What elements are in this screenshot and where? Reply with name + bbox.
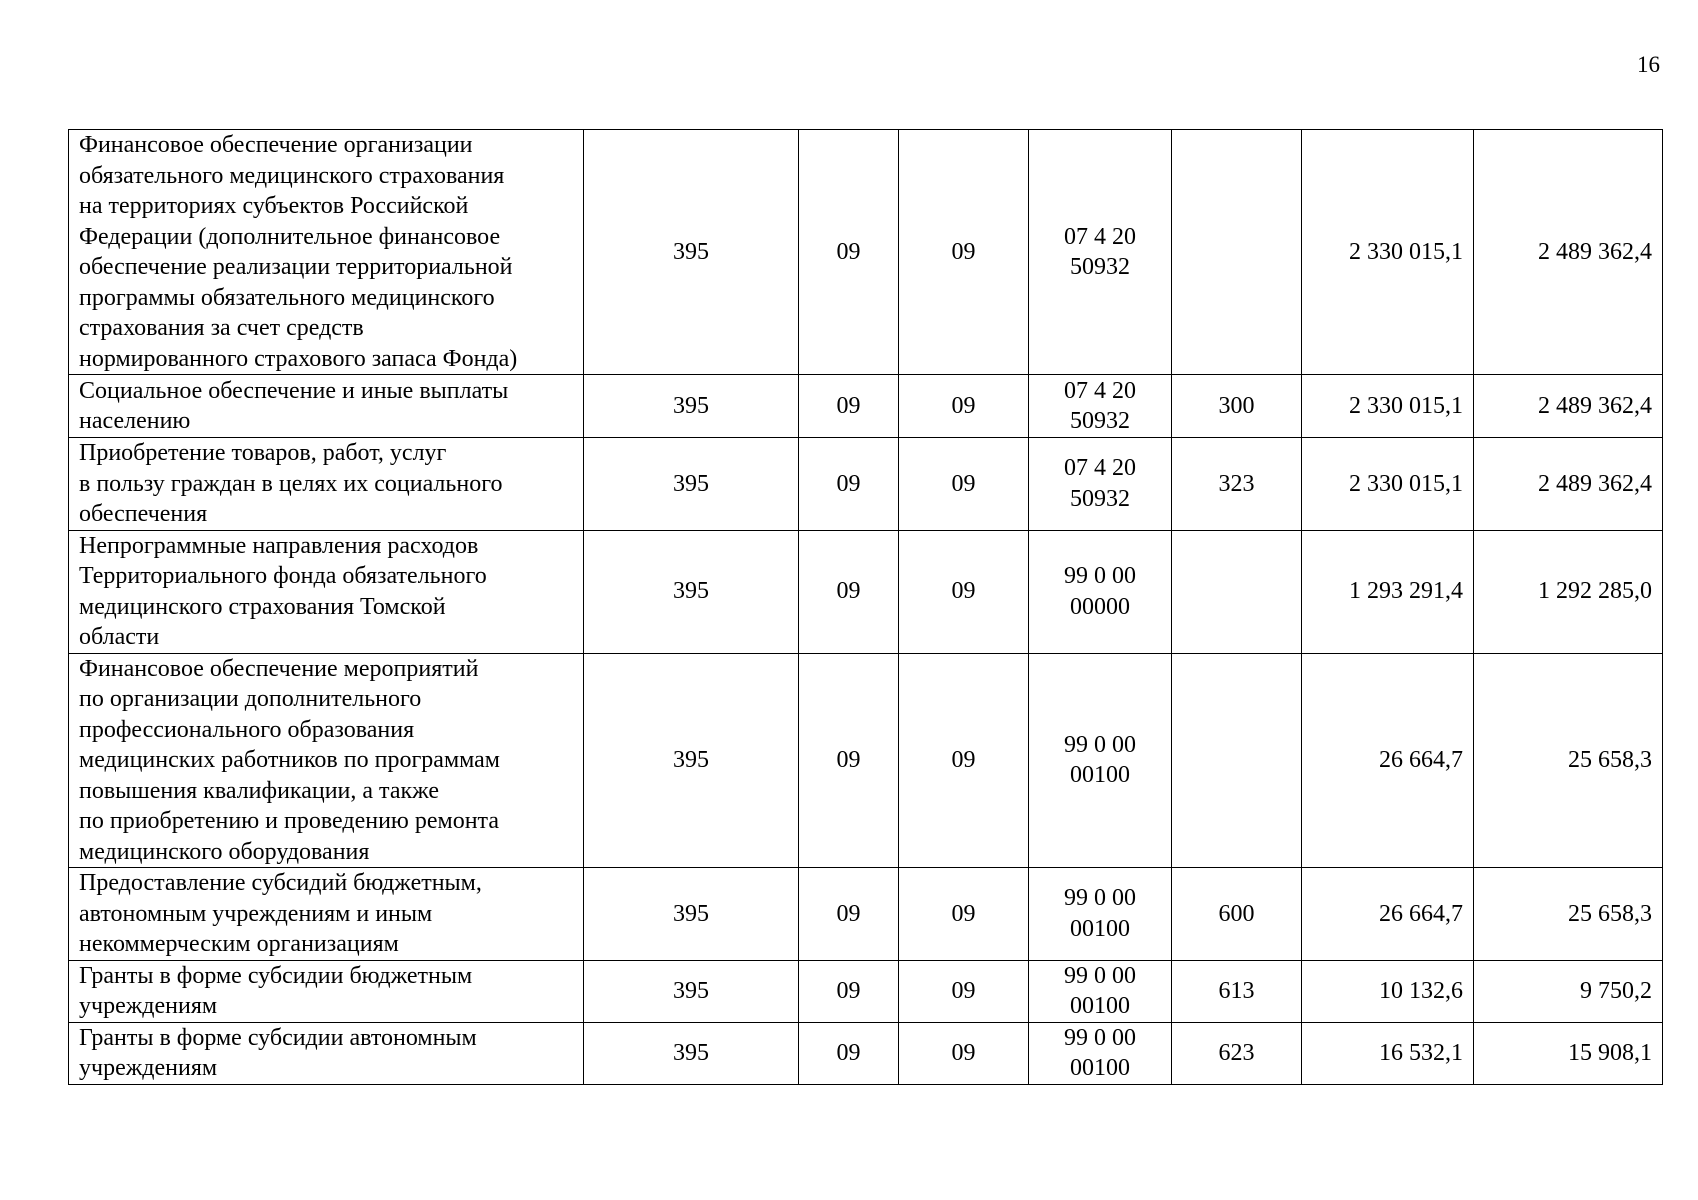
expense-type-cell: 623 xyxy=(1172,1022,1302,1084)
sum-year2-cell: 2 489 362,4 xyxy=(1474,438,1663,531)
sum-year2-cell: 9 750,2 xyxy=(1474,960,1663,1022)
grbs-cell: 395 xyxy=(584,653,799,868)
grbs-cell: 395 xyxy=(584,1022,799,1084)
sum-year2-cell: 15 908,1 xyxy=(1474,1022,1663,1084)
expense-name-cell xyxy=(69,530,584,653)
csr-line: 50932 xyxy=(1070,485,1130,512)
csr-line: 07 4 20 xyxy=(1064,223,1136,250)
csr-line: 00100 xyxy=(1070,1055,1130,1081)
target-article-cell xyxy=(1029,653,1172,868)
subsection-cell: 09 xyxy=(899,1022,1029,1084)
csr-line: 99 0 00 xyxy=(1064,962,1136,989)
name-line: повышения квалификации, а также xyxy=(79,777,440,804)
csr-line: 99 0 00 xyxy=(1064,885,1136,912)
name-line: области xyxy=(79,624,160,650)
section-cell: 09 xyxy=(799,1022,899,1084)
sum-year1-cell: 10 132,6 xyxy=(1302,960,1474,1022)
csr-line: 00000 xyxy=(1070,593,1130,620)
target-article-cell xyxy=(1029,130,1172,375)
name-line: Непрограммные направления расходов xyxy=(79,532,479,559)
name-line: на территориях субъектов Российской xyxy=(79,193,469,219)
expense-type-cell: 300 xyxy=(1172,375,1302,438)
csr-line: 99 0 00 xyxy=(1064,563,1136,589)
csr-line: 00100 xyxy=(1070,915,1130,942)
subsection-cell: 09 xyxy=(899,375,1029,438)
name-line: страхования за счет средств xyxy=(79,315,364,341)
csr-line: 99 0 00 xyxy=(1064,1024,1136,1051)
sum-year1-cell: 2 330 015,1 xyxy=(1302,130,1474,375)
expense-name-cell xyxy=(69,375,584,438)
expense-name-cell xyxy=(69,868,584,961)
name-line: программы обязательного медицинского xyxy=(79,284,495,311)
csr-line: 07 4 20 xyxy=(1064,455,1136,482)
target-article-cell xyxy=(1029,960,1172,1022)
name-line: населению xyxy=(79,408,191,434)
subsection-cell: 09 xyxy=(899,960,1029,1022)
subsection-cell: 09 xyxy=(899,530,1029,653)
name-line: медицинских работников по программам xyxy=(79,747,500,773)
name-line: Гранты в форме субсидии автономным xyxy=(79,1024,477,1051)
sum-year1-cell: 1 293 291,4 xyxy=(1302,530,1474,653)
budget-table xyxy=(68,129,1663,1085)
grbs-cell: 395 xyxy=(584,438,799,531)
grbs-cell: 395 xyxy=(584,530,799,653)
table-row xyxy=(69,130,1663,375)
name-line: Социальное обеспечение и иные выплаты xyxy=(79,377,509,404)
sum-year1-cell: 2 330 015,1 xyxy=(1302,438,1474,531)
target-article-cell xyxy=(1029,375,1172,438)
name-line: профессионального образования xyxy=(79,716,415,743)
target-article-cell xyxy=(1029,438,1172,531)
grbs-cell: 395 xyxy=(584,375,799,438)
name-line: нормированного страхового запаса Фонда) xyxy=(79,345,518,372)
csr-line: 99 0 00 xyxy=(1064,731,1136,758)
target-article-cell xyxy=(1029,1022,1172,1084)
grbs-cell: 395 xyxy=(584,868,799,961)
section-cell: 09 xyxy=(799,130,899,375)
sum-year2-cell: 2 489 362,4 xyxy=(1474,130,1663,375)
name-line: автономным учреждениям и иным xyxy=(79,900,433,927)
sum-year2-cell: 25 658,3 xyxy=(1474,653,1663,868)
name-line: Финансовое обеспечение организации xyxy=(79,132,473,158)
name-line: по приобретению и проведению ремонта xyxy=(79,808,499,834)
sum-year2-cell: 25 658,3 xyxy=(1474,868,1663,961)
name-line: Предоставление субсидий бюджетным, xyxy=(79,870,482,896)
csr-line: 00100 xyxy=(1070,762,1130,789)
expense-name-cell xyxy=(69,438,584,531)
section-cell: 09 xyxy=(799,375,899,438)
grbs-cell: 395 xyxy=(584,960,799,1022)
table-row xyxy=(69,1022,1663,1084)
table-row xyxy=(69,653,1663,868)
section-cell: 09 xyxy=(799,868,899,961)
sum-year2-cell: 1 292 285,0 xyxy=(1474,530,1663,653)
table-row xyxy=(69,438,1663,531)
sum-year1-cell: 26 664,7 xyxy=(1302,868,1474,961)
csr-line: 07 4 20 xyxy=(1064,377,1136,404)
expense-name-cell xyxy=(69,130,584,375)
name-line: Территориального фонда обязательного xyxy=(79,563,487,589)
table-row xyxy=(69,530,1663,653)
sum-year1-cell: 26 664,7 xyxy=(1302,653,1474,868)
table-row xyxy=(69,868,1663,961)
sum-year1-cell: 2 330 015,1 xyxy=(1302,375,1474,438)
name-line: Приобретение товаров, работ, услуг xyxy=(79,440,447,466)
name-line: Федерации (дополнительное финансовое xyxy=(79,223,501,250)
expense-type-cell: 613 xyxy=(1172,960,1302,1022)
subsection-cell: 09 xyxy=(899,130,1029,375)
name-line: обеспечение реализации территориальной xyxy=(79,254,513,280)
csr-line: 50932 xyxy=(1070,254,1130,280)
name-line: обязательного медицинского страхования xyxy=(79,162,505,189)
section-cell: 09 xyxy=(799,960,899,1022)
expense-name-cell xyxy=(69,653,584,868)
name-line: Гранты в форме субсидии бюджетным xyxy=(79,962,473,989)
subsection-cell: 09 xyxy=(899,438,1029,531)
name-line: в пользу граждан в целях их социального xyxy=(79,470,503,497)
subsection-cell: 09 xyxy=(899,868,1029,961)
page-number: 16 xyxy=(1637,52,1660,77)
expense-type-cell xyxy=(1172,653,1302,868)
name-line: некоммерческим организациям xyxy=(79,931,399,957)
name-line: Финансовое обеспечение мероприятий xyxy=(79,655,479,682)
grbs-cell: 395 xyxy=(584,130,799,375)
name-line: учреждениям xyxy=(79,1055,218,1081)
sum-year1-cell: 16 532,1 xyxy=(1302,1022,1474,1084)
expense-type-cell: 600 xyxy=(1172,868,1302,961)
table-row xyxy=(69,375,1663,438)
section-cell: 09 xyxy=(799,653,899,868)
name-line: медицинского оборудования xyxy=(79,838,370,865)
name-line: по организации дополнительного xyxy=(79,686,422,712)
sum-year2-cell: 2 489 362,4 xyxy=(1474,375,1663,438)
name-line: учреждениям xyxy=(79,993,218,1019)
expense-type-cell xyxy=(1172,130,1302,375)
section-cell: 09 xyxy=(799,438,899,531)
expense-type-cell: 323 xyxy=(1172,438,1302,531)
expense-name-cell xyxy=(69,1022,584,1084)
table-body xyxy=(69,130,1663,1085)
name-line: медицинского страхования Томской xyxy=(79,593,446,620)
table-row xyxy=(69,960,1663,1022)
target-article-cell xyxy=(1029,530,1172,653)
expense-type-cell xyxy=(1172,530,1302,653)
name-line: обеспечения xyxy=(79,501,208,527)
csr-line: 50932 xyxy=(1070,408,1130,434)
csr-line: 00100 xyxy=(1070,993,1130,1019)
target-article-cell xyxy=(1029,868,1172,961)
subsection-cell: 09 xyxy=(899,653,1029,868)
expense-name-cell xyxy=(69,960,584,1022)
section-cell: 09 xyxy=(799,530,899,653)
